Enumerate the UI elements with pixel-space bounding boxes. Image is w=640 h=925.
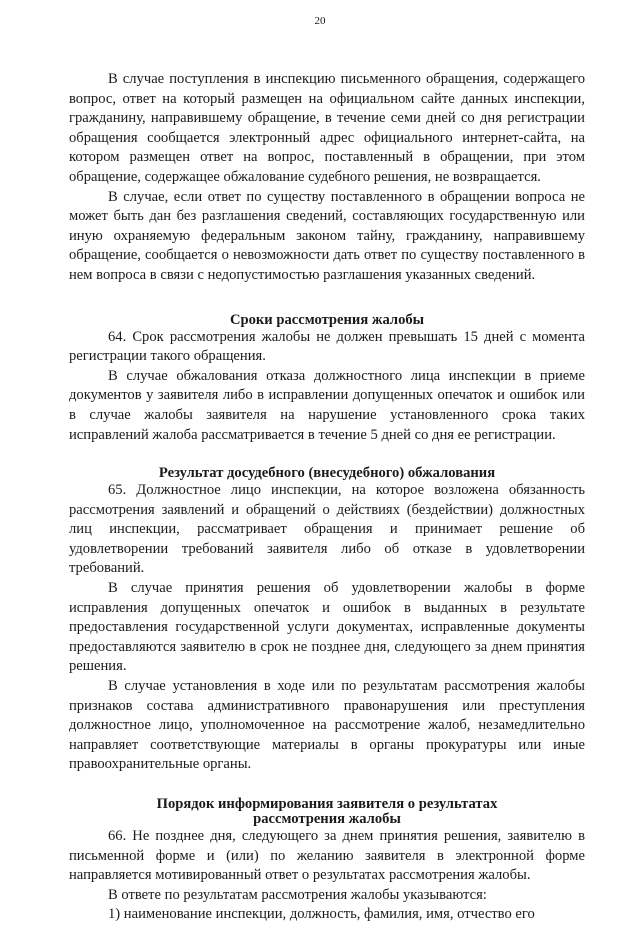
document-body xyxy=(69,70,585,925)
paragraph: 65. Должностное лицо инспекции, на которое возложена обязанность рассмотрения заявлений и обращений о действиях (бездействии) должностных лиц инспекции, рассматривает обращения и принимает решение об удовлетворении требований заявителя либо об отказе в удовлетворении требований. xyxy=(69,482,585,577)
section-heading-line: рассмотрения жалобы xyxy=(253,811,401,827)
section-heading: Сроки рассмотрения жалобы xyxy=(229,311,425,328)
paragraph: 66. Не позднее дня, следующего за днем принятия решения, заявителю в письменной форме и (или) по желанию заявителя в электронной форме направляется мотивированный ответ о результатах рассмотрения жалобы. xyxy=(69,828,585,884)
section-heading: Результат досудебного (внесудебного) обжалования xyxy=(158,465,496,482)
section-heading xyxy=(69,797,585,827)
page-number: 20 xyxy=(314,15,326,27)
paragraph: В случае обжалования отказа должностного лица инспекции в приеме документов у заявителя либо в исправлении допущенных опечаток и ошибок или в случае жалобы заявителя на нарушение установленного срока таких исправлений жалоба рассматривается в течение 5 дней со дня ее регистрации. xyxy=(69,367,585,443)
paragraph: В случае установления в ходе или по результатам рассмотрения жалобы признаков состава административного правонарушения или преступления должностное лицо, уполномоченное на рассмотрение жалоб, незамедлительно направляет соответствующие материалы в органы прокуратуры или иные правоохранительные органы. xyxy=(69,678,585,773)
paragraph: В случае принятия решения об удовлетворении жалобы в форме исправления допущенных опечаток и ошибок в выданных в результате предоставления государственной услуги документах, исправленные документы предоставляются заявителю в срок не позднее дня, следующего за днем принятия решения. xyxy=(69,580,585,675)
paragraph: 1) наименование инспекции, должность, фамилия, имя, отчество его xyxy=(108,906,535,923)
paragraph: В случае поступления в инспекцию письменного обращения, содержащего вопрос, ответ на который размещен на официальном сайте данных инспекции, гражданину, направившему обращение, в течение семи дней со дня регистрации обращения сообщается электронный адрес официального интернет-сайта, на котором размещен ответ на вопрос, поставленный в обращении, при этом обращение, содержащее обжалование судебного решения, не возвращается. xyxy=(69,71,585,185)
paragraph: 64. Срок рассмотрения жалобы не должен превышать 15 дней с момента регистрации такого обращения. xyxy=(69,328,585,365)
paragraph: В ответе по результатам рассмотрения жалобы указываются: xyxy=(108,886,487,903)
paragraph: В случае, если ответ по существу поставленного в обращении вопроса не может быть дан без разглашения сведений, составляющих государственную или иную охраняемую федеральным законом тайну, гражданину, направившему обращение, сообщается о невозможности дать ответ по существу поставленного в нем вопроса в связи с недопустимостью разглашения указанных сведений. xyxy=(69,188,585,283)
section-heading-line: Порядок информирования заявителя о результатах xyxy=(156,796,498,812)
